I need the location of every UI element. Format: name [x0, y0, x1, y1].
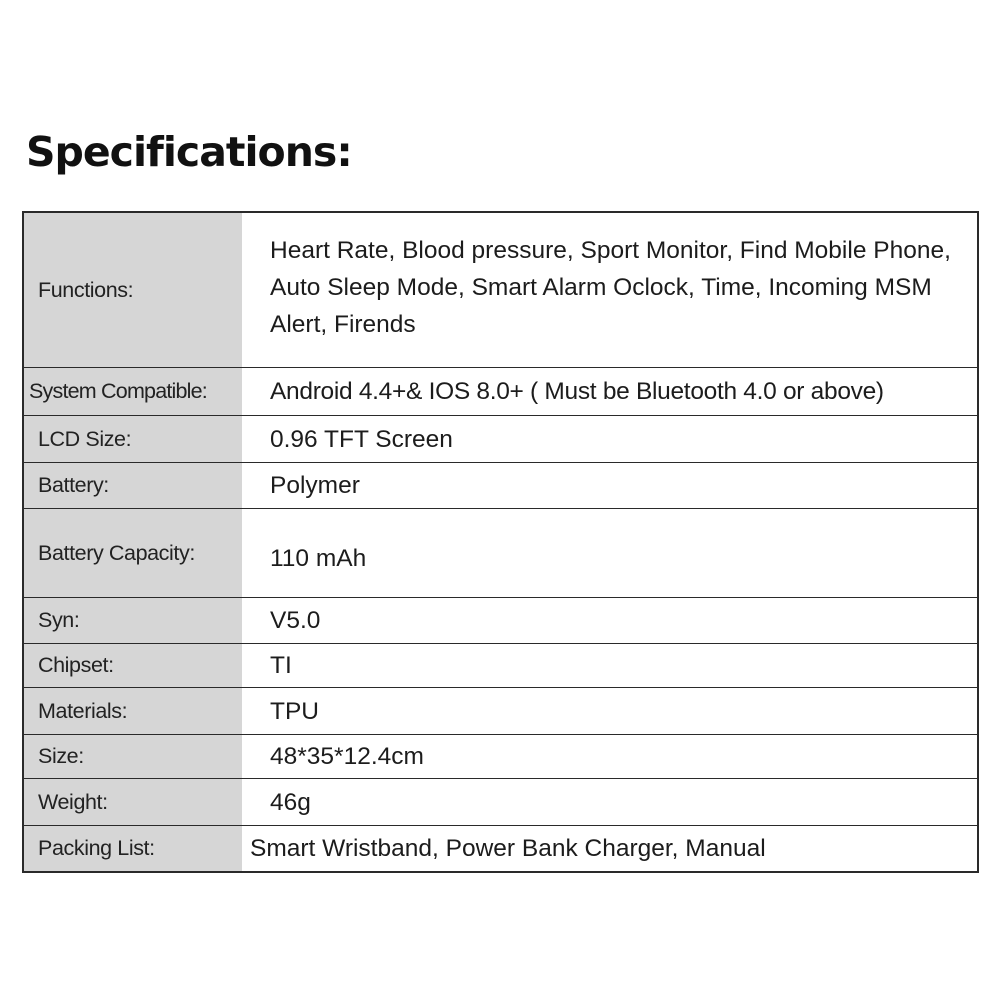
table-row-chipset [24, 643, 977, 687]
table-row-size [24, 734, 977, 778]
row-value-battery: Polymer [270, 472, 360, 499]
row-label-chipset: Chipset: [24, 644, 242, 687]
row-value-size: 48*35*12.4cm [270, 743, 424, 770]
row-value-packing-list: Smart Wristband, Power Bank Charger, Manual [250, 835, 766, 862]
row-label-materials: Materials: [24, 688, 242, 734]
row-value-system-compatible: Android 4.4+& IOS 8.0+ ( Must be Bluetooth 4.0 or above) [270, 378, 884, 405]
row-value-lcd-size: 0.96 TFT Screen [270, 425, 453, 453]
page-title: Specifications: [26, 128, 352, 176]
row-label-battery: Battery: [24, 463, 242, 508]
row-label-battery-capacity: Battery Capacity: [24, 509, 242, 597]
row-value-materials: TPU [270, 697, 319, 725]
table-row-battery-capacity [24, 508, 977, 597]
row-label-packing-list: Packing List: [24, 826, 242, 871]
row-label-syn: Syn: [24, 598, 242, 643]
table-row-functions [24, 213, 977, 367]
row-value-weight: 46g [270, 788, 311, 816]
table-row-system-compatible [24, 367, 977, 415]
table-row-battery [24, 462, 977, 508]
row-label-system-compatible: System Compatible: [24, 368, 242, 415]
row-value-chipset: TI [270, 652, 292, 679]
table-row-syn [24, 597, 977, 643]
row-label-functions: Functions: [24, 213, 242, 367]
row-label-size: Size: [24, 735, 242, 778]
row-value-functions: Heart Rate, Blood pressure, Sport Monitor, Find Mobile Phone, Auto Sleep Mode, Smart Alarm Oclock, Time, Incoming MSM Alert, Firends [270, 237, 951, 338]
row-value-syn: V5.0 [270, 607, 321, 634]
table-row-materials [24, 687, 977, 734]
table-row-weight [24, 778, 977, 825]
row-label-weight: Weight: [24, 779, 242, 825]
row-value-battery-capacity: 110 mAh [270, 545, 367, 572]
table-row-lcd-size [24, 415, 977, 462]
row-label-lcd-size: LCD Size: [24, 416, 242, 462]
table-row-packing-list [24, 825, 977, 871]
specifications-table [22, 211, 979, 873]
